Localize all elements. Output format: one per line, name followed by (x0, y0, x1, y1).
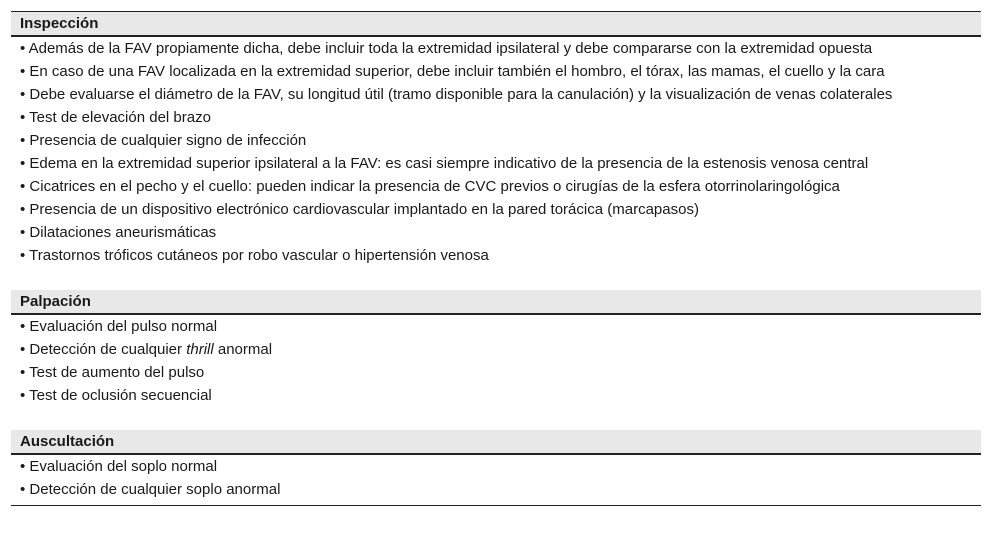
thrill-italic: thrill (186, 341, 214, 358)
section-spacer (20, 407, 973, 430)
list-item: • Evaluación del pulso normal (20, 318, 218, 335)
list-item: • Evaluación del soplo normal (20, 458, 218, 475)
list-item-thrill (20, 338, 973, 361)
examination-table (11, 11, 981, 506)
section-inspeccion (11, 12, 981, 290)
section-body (11, 455, 981, 505)
section-palpacion (11, 290, 981, 430)
list-item: • Test de oclusión secuencial (20, 387, 212, 404)
list-item: • Trastornos tróficos cutáneos por robo vascular o hipertensión venosa (20, 247, 489, 264)
list-item: • Test de elevación del brazo (20, 109, 211, 126)
section-spacer (20, 267, 973, 290)
section-auscultacion (11, 430, 981, 505)
list-item: • Edema en la extremidad superior ipsilateral a la FAV: es casi siempre indicativo de la presencia de la estenosis venosa central (20, 155, 869, 172)
thrill-prefix: • Detección de cualquier (20, 341, 187, 358)
bottom-padding (20, 501, 973, 505)
list-item: • Cicatrices en el pecho y el cuello: pueden indicar la presencia de CVC previos o cirugías de la esfera otorrinolaringológica (20, 178, 840, 195)
section-header: Inspección (11, 12, 981, 37)
list-item: • Presencia de cualquier signo de infección (20, 132, 307, 149)
list-item: • Presencia de un dispositivo electrónico cardiovascular implantado en la pared torácica (marcapasos) (20, 201, 699, 218)
section-body (11, 37, 981, 290)
section-header: Auscultación (11, 430, 981, 455)
thrill-suffix: anormal (213, 341, 273, 358)
list-item: • Debe evaluarse el diámetro de la FAV, su longitud útil (tramo disponible para la canulación) y la visualización de venas colaterales (20, 86, 893, 103)
list-item: • Test de aumento del pulso (20, 364, 205, 381)
section-body (11, 315, 981, 430)
section-header: Palpación (11, 290, 981, 315)
list-item: • Además de la FAV propiamente dicha, debe incluir toda la extremidad ipsilateral y debe compararse con la extremidad opuesta (20, 40, 873, 57)
list-item: • Detección de cualquier soplo anormal (20, 481, 281, 498)
list-item: • En caso de una FAV localizada en la extremidad superior, debe incluir también el hombro, el tórax, las mamas, el cuello y la cara (20, 63, 885, 80)
list-item: • Dilataciones aneurismáticas (20, 224, 217, 241)
